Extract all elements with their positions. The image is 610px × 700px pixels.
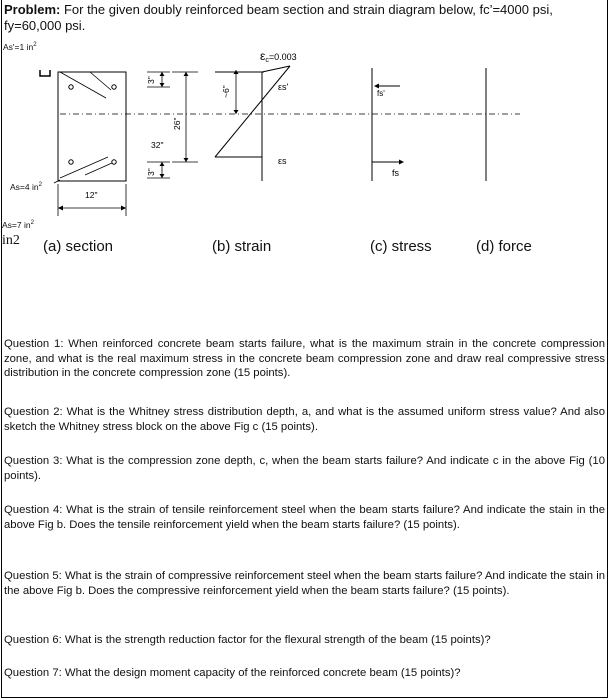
stirrup-top-2	[90, 72, 111, 90]
question-3: Question 3: What is the compression zone depth, c, when the beam starts failure? And indicate c in the above Fig (10 points).	[4, 455, 605, 482]
dim-26-label: 26"	[172, 117, 182, 130]
stirrup-bot-1	[60, 157, 108, 178]
problem-text-line2: fy=60,000 psi.	[4, 18, 86, 33]
dim-12-label: 12"	[85, 190, 98, 200]
question-6: Question 6: What is the strength reduction factor for the flexural strength of the beam (15 points)?	[4, 634, 491, 646]
problem-label: Problem:	[4, 2, 61, 17]
eps-s-prime-label: εs'	[278, 82, 289, 92]
caption-stress: (c) stress	[370, 238, 432, 255]
top-bar-right	[112, 85, 116, 89]
problem-statement	[4, 2, 564, 34]
stirrup-bot-2	[85, 163, 112, 175]
bottom-bar-right	[112, 160, 116, 164]
as7-label: As=7 $in^2$	[2, 220, 34, 230]
top-bar-left	[69, 85, 73, 89]
dim-6-label: ~6"	[221, 85, 231, 98]
question-4: Question 4: What is the strain of tensile reinforcement steel when the beam starts failure? And indicate the stain in the above Fig b. Does the tensile reinforcement yield when the beam starts failure? (15 points).	[4, 504, 605, 531]
caption-section: (a) section	[43, 238, 114, 255]
fs-label: fs	[392, 168, 400, 178]
question-2: Question 2: What is the Whitney stress distribution depth, a, and what is the assumed uniform stress value? And also sketch the Whitney stress block on the above Fig c (15 points).	[4, 406, 605, 433]
dim-3-bot-label: 3"	[146, 168, 156, 176]
caption-force: (d) force	[476, 238, 532, 255]
beam-figure	[0, 40, 610, 240]
fs-prime-label: fs'	[377, 89, 385, 98]
bottom-bar-left	[69, 160, 73, 164]
caption-strain: (b) strain	[212, 238, 272, 255]
in2-stray-label: in2	[2, 233, 20, 248]
as-label: As=4 $in^2$	[10, 182, 42, 192]
question-7: Question 7: What the design moment capacity of the reinforced concrete beam (15 points)?	[4, 667, 461, 679]
eps-s-label: εs	[278, 156, 287, 166]
bracket-mark	[40, 70, 50, 76]
stirrup-top-1	[60, 72, 106, 98]
dim-32-label: 32"	[151, 140, 164, 150]
question-5: Question 5: What is the strain of compressive reinforcement steel when the beam starts failure? And indicate the stain in the above Fig b. Does the compressive reinforcement yield when the beam starts failure? (15 points).	[4, 570, 605, 597]
strain-profile	[215, 66, 290, 157]
eps-c-label: εc=0.003	[260, 49, 297, 64]
problem-text-line1: For the given doubly reinforced beam section and strain diagram below, fc’=4000 psi,	[60, 2, 553, 17]
dim-3-top-label: 3"	[146, 76, 156, 84]
as-prime-label: As'=1 $in^2$	[3, 42, 37, 52]
question-1: Question 1: When reinforced concrete beam starts failure, what is the maximum strain in the concrete compression zone, and what is the real maximum stress in the concrete beam compression zone and draw real compressive stress distribution in the concrete compression zone (15 points).	[4, 338, 605, 379]
